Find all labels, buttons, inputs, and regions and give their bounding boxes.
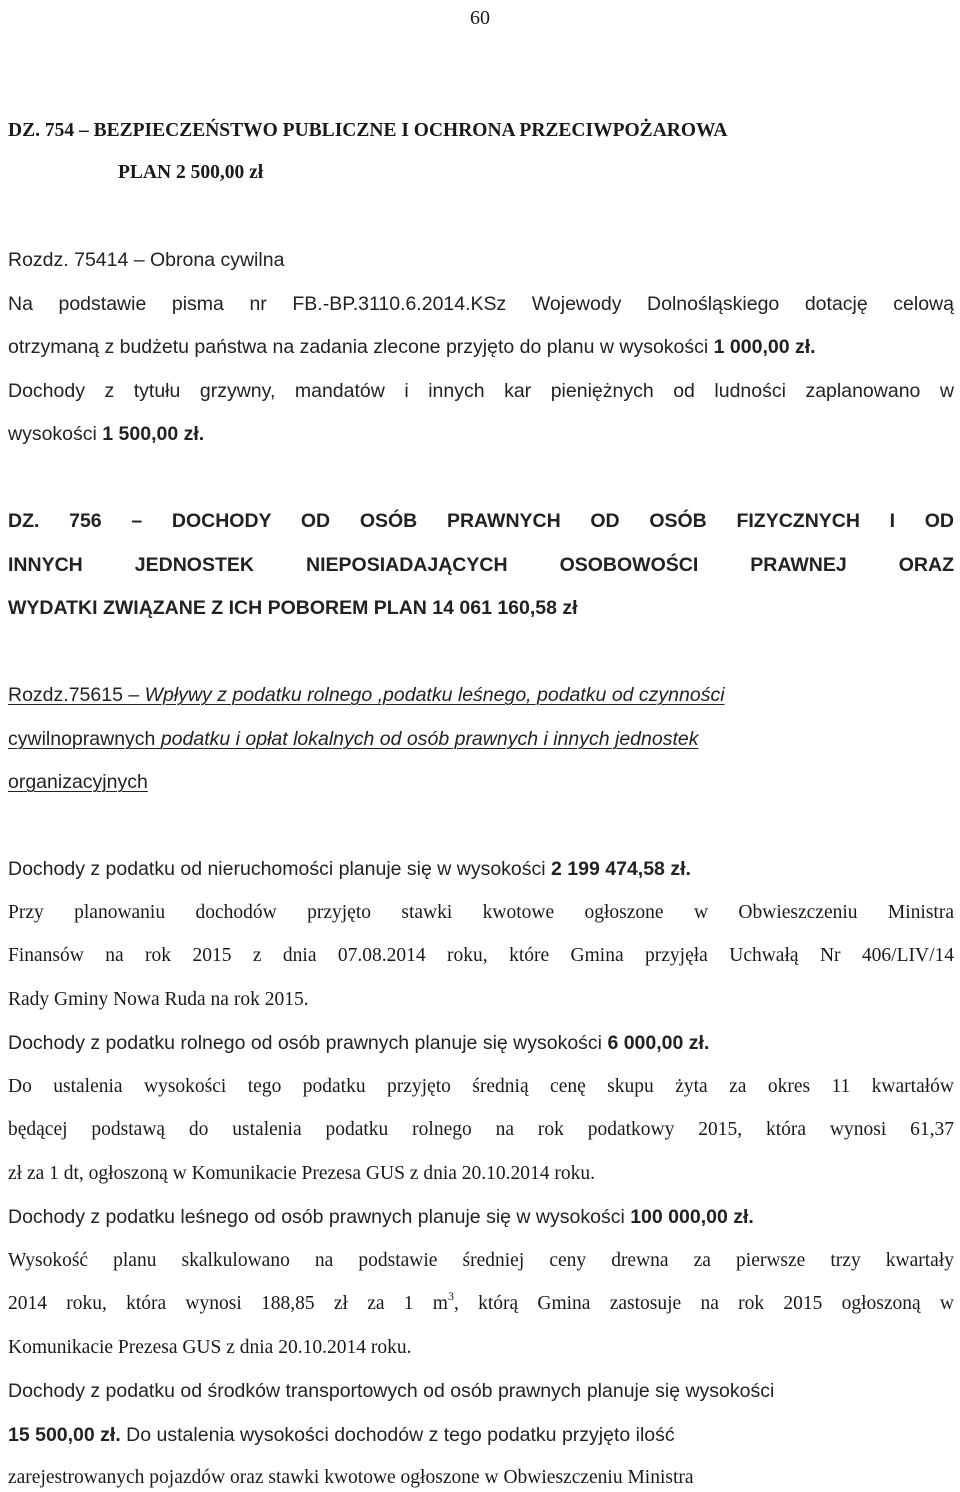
paragraph-line: będącej podstawą do ustalenia podatku rolnego na rok podatkowy 2015, która wynosi 61,37 (8, 1119, 954, 1140)
page-number: 60 (470, 7, 490, 29)
section-754-plan: PLAN 2 500,00 zł (118, 162, 264, 183)
paragraph-line: Wysokość planu skalkulowano na podstawie średniej ceny drewna za pierwsze trzy kwartały (8, 1250, 954, 1271)
section-754-heading: DZ. 754 – BEZPIECZEŃSTWO PUBLICZNE I OCHRONA PRZECIWPOŻAROWA (8, 120, 728, 141)
paragraph-line: Przy planowaniu dochodów przyjęto stawki kwotowe ogłoszone w Obwieszczeniu Ministra (8, 902, 954, 923)
text: wysokości (8, 423, 97, 445)
amount: 1 500,00 zł. (102, 423, 205, 445)
paragraph-line: Rady Gminy Nowa Ruda na rok 2015. (8, 989, 309, 1010)
text: podatku i opłat lokalnych od osób prawnych i innych jednostek (160, 728, 699, 750)
text: Do ustalenia wysokości dochodów z tego podatku przyjęto ilość (120, 1424, 675, 1446)
text: cywilnoprawnych (8, 728, 161, 750)
text: , którą Gmina zastosuje na rok 2015 ogłoszoną w (453, 1293, 954, 1314)
paragraph-line (8, 335, 816, 359)
paragraph-line (8, 1205, 754, 1229)
paragraph-line (8, 422, 204, 446)
amount: 1 000,00 zł. (713, 336, 816, 358)
text: Dochody z podatku od nieruchomości planuje się w wysokości (8, 858, 546, 880)
text: otrzymaną z budżetu państwa na zadania zlecone przyjęto do planu w wysokości (8, 336, 709, 358)
subsection-75615-title (8, 727, 698, 751)
amount: 15 500,00 zł. (8, 1424, 121, 1446)
text: Rozdz.75615 – (8, 684, 145, 706)
paragraph-line: Dochody z podatku od środków transportowych od osób prawnych planuje się wysokości (8, 1380, 775, 1402)
paragraph-line: Komunikacie Prezesa GUS z dnia 20.10.2014 roku. (8, 1337, 412, 1358)
subsection-75414-title: Rozdz. 75414 – Obrona cywilna (8, 249, 285, 271)
subsection-75615-title (8, 683, 725, 707)
subsection-75615-title: organizacyjnych (8, 771, 148, 793)
section-756-heading-line: WYDATKI ZWIĄZANE Z ICH POBOREM PLAN 14 061 160,58 zł (8, 597, 578, 619)
paragraph-line (8, 857, 691, 881)
paragraph-line: Dochody z tytułu grzywny, mandatów i innych kar pieniężnych od ludności zaplanowano w (8, 380, 954, 402)
paragraph-line (8, 1031, 709, 1055)
superscript: 3 (447, 1289, 454, 1303)
section-756-heading-line: DZ. 756 – DOCHODY OD OSÓB PRAWNYCH OD OSÓB FIZYCZNYCH I OD (8, 510, 954, 532)
paragraph-line (8, 1289, 954, 1316)
section-756-heading-line: INNYCH JEDNOSTEK NIEPOSIADAJĄCYCH OSOBOWOŚCI PRAWNEJ ORAZ (8, 554, 954, 576)
paragraph-line: Do ustalenia wysokości tego podatku przyjęto średnią cenę skupu żyta za okres 11 kwartałów (8, 1076, 954, 1097)
paragraph-line: zł za 1 dt, ogłoszoną w Komunikacie Prezesa GUS z dnia 20.10.2014 roku. (8, 1163, 596, 1184)
text: 2014 roku, która wynosi 188,85 zł za 1 m (8, 1293, 448, 1314)
amount: 6 000,00 zł. (607, 1032, 710, 1054)
paragraph-line: zarejestrowanych pojazdów oraz stawki kwotowe ogłoszone w Obwieszczeniu Ministra (8, 1467, 694, 1488)
amount: 100 000,00 zł. (630, 1206, 754, 1228)
paragraph-line: Finansów na rok 2015 z dnia 07.08.2014 roku, które Gmina przyjęła Uchwałą Nr 406/LIV/14 (8, 945, 954, 966)
paragraph-line: Na podstawie pisma nr FB.-BP.3110.6.2014.KSz Wojewody Dolnośląskiego dotację celową (8, 293, 954, 315)
amount: 2 199 474,58 zł. (551, 858, 691, 880)
text: Dochody z podatku leśnego od osób prawnych planuje się w wysokości (8, 1206, 625, 1228)
text: Dochody z podatku rolnego od osób prawnych planuje się wysokości (8, 1032, 603, 1054)
text: Wpływy z podatku rolnego ,podatku leśnego, podatku od czynności (144, 684, 725, 706)
paragraph-line (8, 1423, 675, 1447)
